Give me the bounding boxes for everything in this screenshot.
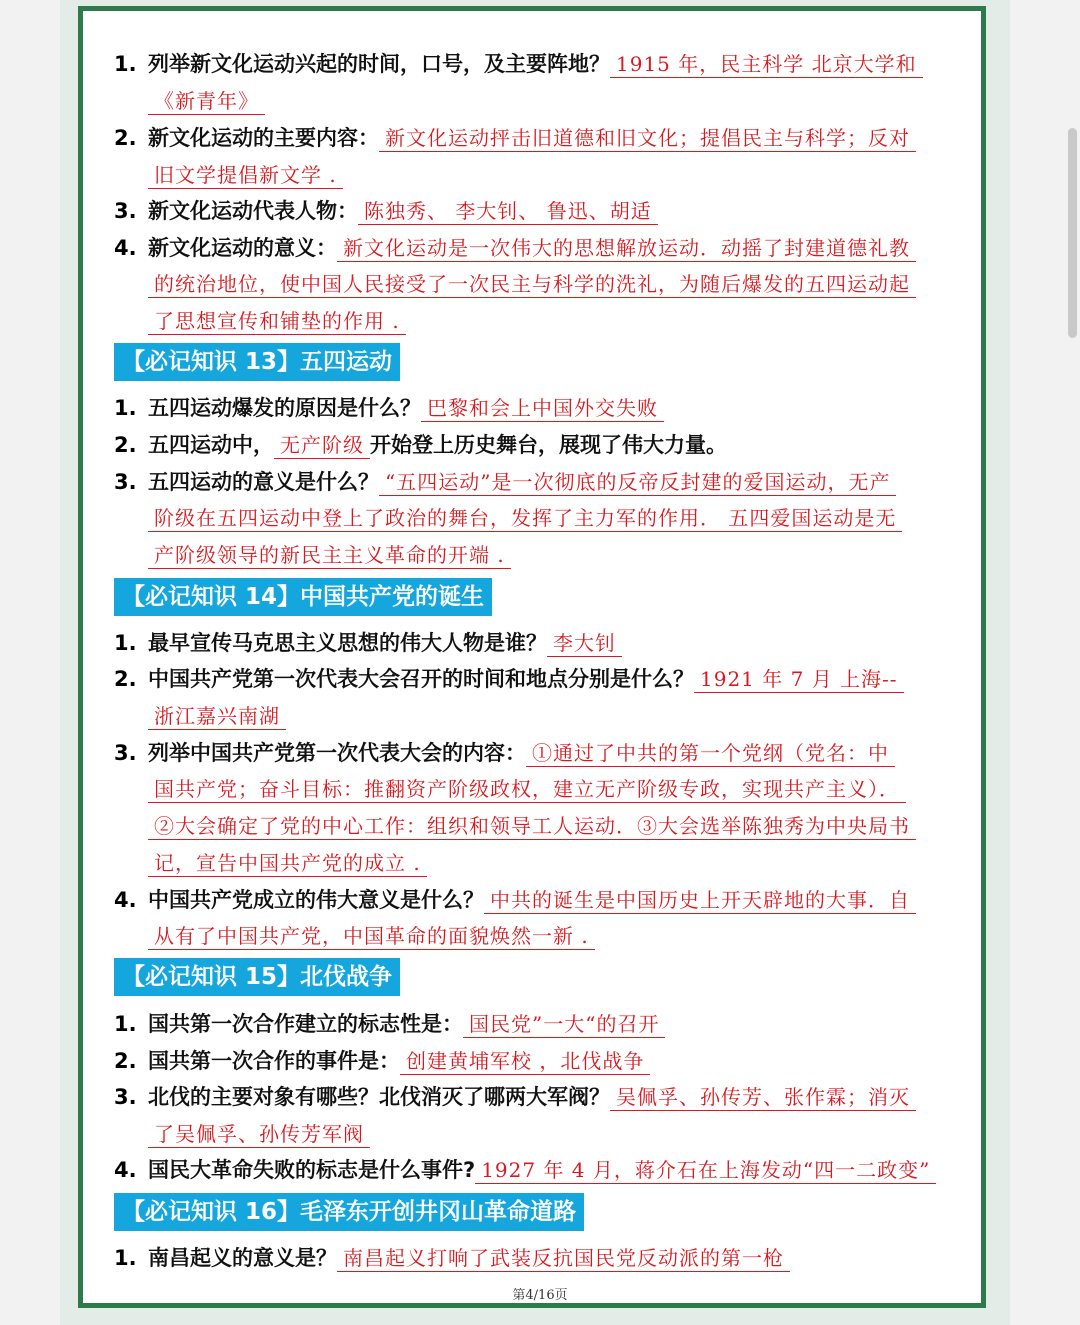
question-text: 最早宣传马克思主义思想的伟大人物是谁？ bbox=[148, 631, 547, 655]
answer-text: 记，宣告中国共产党的成立 . bbox=[148, 851, 427, 877]
question-number: 3. bbox=[114, 741, 137, 765]
answer-text: 创建黄埔军校 ，北伐战争 bbox=[400, 1049, 650, 1075]
question-number: 1. bbox=[114, 631, 137, 655]
question-row bbox=[148, 193, 658, 229]
answer-text: 阶级在五四运动中登上了政治的舞台，发挥了主力军的作用． 五四爱国运动是无 bbox=[148, 506, 902, 532]
question-row bbox=[148, 464, 896, 500]
question-text: 中国共产党成立的伟大意义是什么？ bbox=[148, 888, 484, 912]
question-text: 国民大革命失败的标志是什么事件? bbox=[148, 1158, 476, 1182]
question-row bbox=[148, 120, 916, 156]
question-number: 1. bbox=[114, 52, 137, 76]
page-number: 第4/16页 bbox=[512, 1288, 568, 1303]
answer-continuation bbox=[148, 808, 916, 844]
answer-continuation bbox=[148, 266, 916, 302]
answer-text: ①通过了中共的第一个党纲（党名：中 bbox=[526, 741, 895, 767]
question-text: 开始登上历史舞台，展现了伟大力量。 bbox=[370, 433, 727, 457]
answer-text: 国民党”一大“的召开 bbox=[463, 1012, 665, 1038]
question-number: 3. bbox=[114, 199, 137, 223]
question-text: 中国共产党第一次代表大会召开的时间和地点分别是什么？ bbox=[148, 667, 694, 691]
answer-text: 吴佩孚、孙传芳、张作霖；消灭 bbox=[610, 1085, 916, 1111]
question-number: 1. bbox=[114, 1012, 137, 1036]
section-title: 【必记知识 15】北伐战争 bbox=[114, 958, 400, 996]
answer-text: 产阶级领导的新民主主义革命的开端 . bbox=[148, 543, 511, 569]
answer-continuation bbox=[148, 500, 902, 536]
answer-continuation bbox=[148, 771, 906, 807]
question-row bbox=[148, 230, 916, 266]
question-row bbox=[148, 882, 916, 918]
question-number: 2. bbox=[114, 126, 137, 150]
question-text: 五四运动爆发的原因是什么？ bbox=[148, 396, 421, 420]
answer-text: 《新青年》 bbox=[148, 89, 265, 115]
answer-text: 中共的诞生是中国历史上开天辟地的大事．自 bbox=[484, 888, 916, 914]
question-number: 3. bbox=[114, 1085, 137, 1109]
answer-text: 新文化运动是一次伟大的思想解放运动．动摇了封建道德礼教 bbox=[337, 236, 916, 262]
answer-text: 无产阶级 bbox=[274, 433, 370, 459]
question-text: 南昌起义的意义是？ bbox=[148, 1246, 337, 1270]
question-text: 新文化运动的主要内容： bbox=[148, 126, 379, 150]
answer-text: 李大钊 bbox=[547, 631, 622, 657]
question-row bbox=[148, 1006, 665, 1042]
question-text: 列举中国共产党第一次代表大会的内容： bbox=[148, 741, 526, 765]
answer-text: 国共产党；奋斗目标：推翻资产阶级政权，建立无产阶级专政，实现共产主义）． bbox=[148, 777, 906, 803]
question-number: 3. bbox=[114, 470, 137, 494]
answer-text: 陈独秀、 李大钊、 鲁迅、胡适 bbox=[358, 199, 658, 225]
answer-continuation bbox=[148, 1116, 370, 1152]
answer-text: 1927 年 4 月，蒋介石在上海发动“四一二政变” bbox=[475, 1158, 936, 1184]
answer-text: “五四运动”是一次彻底的反帝反封建的爱国运动，无产 bbox=[379, 470, 896, 496]
question-row bbox=[148, 625, 622, 661]
question-number: 1. bbox=[114, 1246, 137, 1270]
question-number: 2. bbox=[114, 433, 137, 457]
question-number: 1. bbox=[114, 396, 137, 420]
question-number: 4. bbox=[114, 888, 137, 912]
question-row bbox=[148, 1079, 916, 1115]
answer-text: 了吴佩孚、孙传芳军阀 bbox=[148, 1122, 370, 1148]
question-text: 北伐的主要对象有哪些？北伐消灭了哪两大军阀？ bbox=[148, 1085, 610, 1109]
answer-continuation bbox=[148, 303, 406, 339]
answer-text: 1921 年 7 月 上海-- bbox=[694, 667, 904, 693]
answer-text: 了思想宣传和铺垫的作用 . bbox=[148, 309, 406, 335]
question-text: 列举新文化运动兴起的时间，口号，及主要阵地？ bbox=[148, 52, 610, 76]
question-text: 五四运动中， bbox=[148, 433, 274, 457]
question-number: 4. bbox=[114, 236, 137, 260]
answer-continuation bbox=[148, 845, 427, 881]
question-row bbox=[148, 427, 727, 463]
answer-continuation bbox=[148, 918, 595, 954]
answer-continuation bbox=[148, 537, 511, 573]
answer-continuation bbox=[148, 83, 265, 119]
answer-text: 从有了中国共产党，中国革命的面貌焕然一新 . bbox=[148, 924, 595, 950]
question-text: 国共第一次合作建立的标志性是： bbox=[148, 1012, 463, 1036]
answer-text: 巴黎和会上中国外交失败 bbox=[421, 396, 664, 422]
answer-continuation bbox=[148, 157, 343, 193]
question-row bbox=[148, 1240, 790, 1276]
section-title: 【必记知识 14】中国共产党的诞生 bbox=[114, 578, 492, 616]
answer-text: ②大会确定了党的中心工作：组织和领导工人运动．③大会选举陈独秀为中央局书 bbox=[148, 814, 916, 840]
question-row bbox=[148, 1043, 650, 1079]
answer-text: 1915 年，民主科学 北京大学和 bbox=[610, 52, 923, 78]
answer-text: 的统治地位，使中国人民接受了一次民主与科学的洗礼，为随后爆发的五四运动起 bbox=[148, 272, 916, 298]
answer-text: 浙江嘉兴南湖 bbox=[148, 704, 286, 730]
question-row bbox=[148, 661, 904, 697]
section-title: 【必记知识 16】毛泽东开创井冈山革命道路 bbox=[114, 1193, 584, 1231]
answer-text: 新文化运动抨击旧道德和旧文化；提倡民主与科学；反对 bbox=[379, 126, 916, 152]
question-text: 新文化运动的意义： bbox=[148, 236, 337, 260]
answer-text: 南昌起义打响了武装反抗国民党反动派的第一枪 bbox=[337, 1246, 790, 1272]
question-number: 2. bbox=[114, 667, 137, 691]
question-number: 4. bbox=[114, 1158, 137, 1182]
question-row bbox=[148, 46, 923, 82]
question-row bbox=[148, 735, 895, 771]
question-row bbox=[148, 390, 664, 426]
question-text: 五四运动的意义是什么？ bbox=[148, 470, 379, 494]
answer-text: 旧文学提倡新文学 . bbox=[148, 163, 343, 189]
question-text: 新文化运动代表人物： bbox=[148, 199, 358, 223]
question-number: 2. bbox=[114, 1049, 137, 1073]
answer-continuation bbox=[148, 698, 286, 734]
section-title: 【必记知识 13】五四运动 bbox=[114, 343, 400, 381]
question-row bbox=[148, 1152, 936, 1188]
question-text: 国共第一次合作的事件是： bbox=[148, 1049, 400, 1073]
